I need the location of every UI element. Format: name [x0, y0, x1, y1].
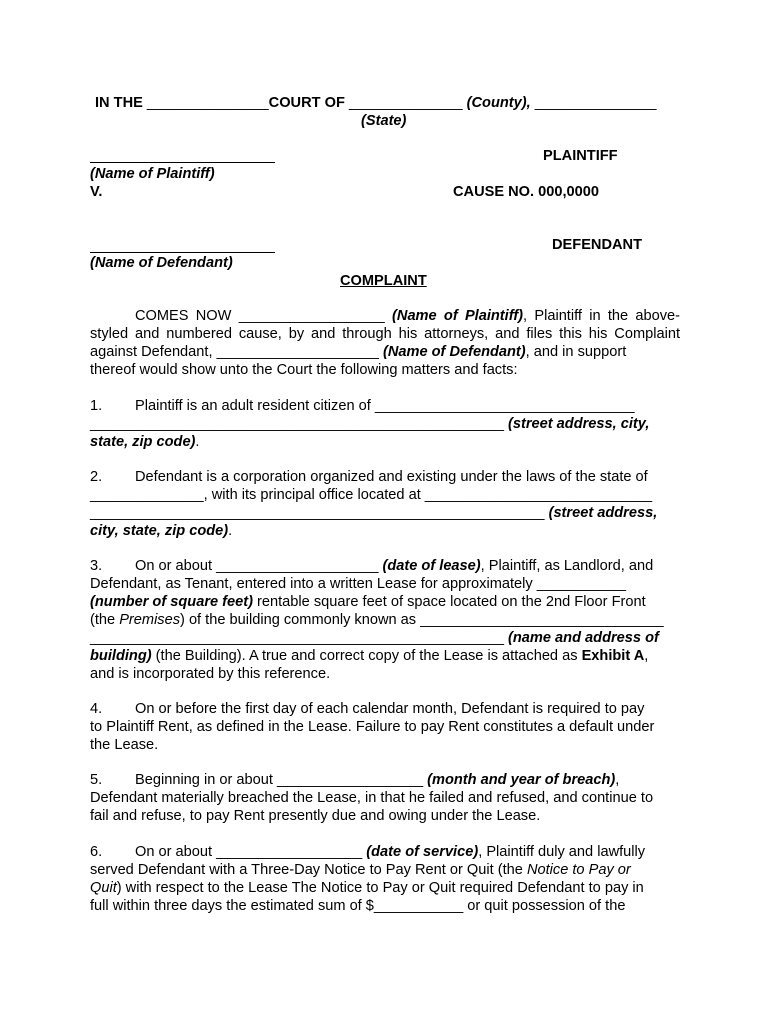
paragraph-5: [90, 771, 680, 825]
paragraph-line: the Lease.: [90, 737, 159, 753]
paragraph-line: building) (the Building). A true and correct copy of the Lease is attached as Exhibit A,: [90, 648, 649, 664]
paragraph-6: [90, 843, 680, 915]
paragraph-line: 6. On or about __________________ (date of service), Plaintiff duly and lawfully: [90, 844, 646, 860]
county-blank: ______________: [348, 95, 463, 111]
paragraph-line: 5. Beginning in or about __________________ (month and year of breach),: [90, 772, 620, 788]
paragraph-number: 6.: [90, 844, 103, 860]
paragraph-number: 4.: [90, 701, 103, 717]
versus-label: V.: [90, 184, 103, 200]
paragraph-line: ___________________________________________________ (street address, city,: [90, 416, 650, 432]
paragraph-line: to Plaintiff Rent, as defined in the Lease. Failure to pay Rent constitutes a default under: [90, 719, 655, 735]
paragraph-4: [90, 700, 680, 754]
paragraph-line: (the Premises) of the building commonly known as ______________________________: [90, 612, 664, 628]
paragraph-line: 3. On or about ____________________ (date of lease), Plaintiff, as Landlord, and: [90, 558, 654, 574]
paragraph-line: (number of square feet) rentable square feet of space located on the 2nd Floor Front: [90, 594, 646, 610]
paragraph-line: full within three days the estimated sum of $___________ or quit possession of the: [90, 898, 626, 914]
paragraph-line: and is incorporated by this reference.: [90, 666, 331, 682]
intro-line: styled and numbered cause, by and through his attorneys, and files this his Complaint: [90, 326, 680, 342]
intro-line: thereof would show unto the Court the following matters and facts:: [90, 362, 518, 378]
paragraph-1: [90, 397, 680, 451]
paragraph-number: 5.: [90, 772, 103, 788]
paragraph-line: served Defendant with a Three-Day Notice to Pay Rent or Quit (the Notice to Pay or: [90, 862, 631, 878]
paragraph-number: 3.: [90, 558, 103, 574]
paragraph-line: Defendant, as Tenant, entered into a written Lease for approximately ___________: [90, 576, 627, 592]
paragraph-line: 1. Plaintiff is an adult resident citizen of ________________________________: [90, 398, 635, 414]
state-blank: _______________: [534, 95, 657, 111]
paragraph-2: [90, 468, 680, 540]
defendant-name-hint: (Name of Defendant): [90, 255, 233, 271]
in-the-label: IN THE: [95, 95, 143, 111]
paragraph-line: 4. On or before the first day of each calendar month, Defendant is required to pay: [90, 701, 645, 717]
court-header-line: [95, 94, 657, 112]
state-hint: (State): [361, 113, 407, 129]
paragraph-line: 2. Defendant is a corporation organized and existing under the laws of the state of: [90, 469, 648, 485]
paragraph-number: 1.: [90, 398, 103, 414]
intro-paragraph: [90, 307, 680, 379]
plaintiff-label: PLAINTIFF: [543, 148, 618, 164]
paragraph-3: [90, 557, 680, 683]
intro-line: COMES NOW __________________ (Name of Plaintiff), Plaintiff in the above-: [135, 308, 680, 324]
court-of-label: COURT OF: [268, 95, 345, 111]
plaintiff-name-line: [90, 162, 275, 163]
cause-number: CAUSE NO. 000,0000: [453, 184, 600, 200]
paragraph-line: ________________________________________________________ (street address,: [90, 505, 658, 521]
county-hint: (County),: [466, 95, 531, 111]
defendant-name-line: [90, 252, 275, 253]
intro-line: against Defendant, ____________________ (Name of Defendant), and in support: [90, 344, 627, 360]
paragraph-line: ______________, with its principal office located at ____________________________: [90, 487, 653, 503]
defendant-label: DEFENDANT: [552, 237, 642, 253]
plaintiff-name-hint: (Name of Plaintiff): [90, 166, 215, 182]
document-title: COMPLAINT: [340, 273, 427, 289]
paragraph-line: fail and refuse, to pay Rent presently due and owing under the Lease.: [90, 808, 541, 824]
paragraph-line: Defendant materially breached the Lease, in that he failed and refused, and continue to: [90, 790, 654, 806]
paragraph-line: ___________________________________________________ (name and address of: [90, 630, 659, 646]
paragraph-line: Quit) with respect to the Lease The Notice to Pay or Quit required Defendant to pay in: [90, 880, 644, 896]
paragraph-line: city, state, zip code).: [90, 523, 233, 539]
paragraph-line: state, zip code).: [90, 434, 200, 450]
court-blank: _______________: [146, 95, 269, 111]
paragraph-number: 2.: [90, 469, 103, 485]
